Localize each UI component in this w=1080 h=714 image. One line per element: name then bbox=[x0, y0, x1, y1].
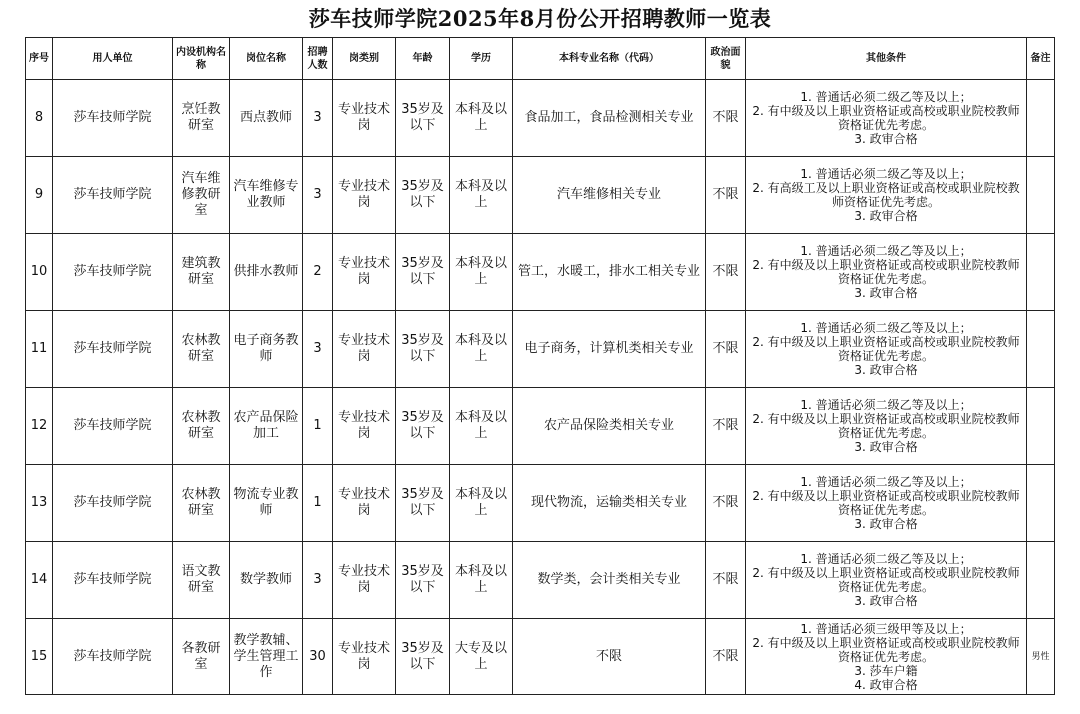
cell-post: 物流专业教师 bbox=[230, 465, 303, 542]
cell-no: 9 bbox=[26, 157, 53, 234]
cell-note bbox=[1027, 465, 1055, 542]
cell-note bbox=[1027, 388, 1055, 465]
cell-conditions bbox=[746, 542, 1027, 619]
cell-count: 3 bbox=[303, 542, 333, 619]
cell-no: 11 bbox=[26, 311, 53, 388]
cell-age: 35岁及以下 bbox=[396, 542, 450, 619]
cell-edu: 本科及以上 bbox=[450, 388, 513, 465]
cell-post: 汽车维修专业教师 bbox=[230, 157, 303, 234]
cell-type: 专业技术岗 bbox=[333, 157, 396, 234]
cell-count: 3 bbox=[303, 80, 333, 157]
condition-line: 1. 普通话必须三级甲等及以上； bbox=[800, 621, 972, 636]
condition-line: 1. 普通话必须二级乙等及以上； bbox=[800, 398, 972, 412]
cell-unit: 莎车技师学院 bbox=[53, 465, 173, 542]
cell-politics: 不限 bbox=[706, 542, 746, 619]
table-row bbox=[26, 157, 1055, 234]
cell-no: 15 bbox=[26, 619, 53, 695]
table-row bbox=[26, 234, 1055, 311]
cell-unit: 莎车技师学院 bbox=[53, 542, 173, 619]
cell-note bbox=[1027, 311, 1055, 388]
cell-edu: 本科及以上 bbox=[450, 157, 513, 234]
header-unit: 用人单位 bbox=[53, 38, 173, 80]
cell-major: 农产品保险类相关专业 bbox=[513, 388, 706, 465]
cell-unit: 莎车技师学院 bbox=[53, 234, 173, 311]
condition-line: 2. 有中级及以上职业资格证或高校或职业院校教师资格证优先考虑。 bbox=[752, 258, 1020, 286]
cell-type: 专业技术岗 bbox=[333, 465, 396, 542]
table-row bbox=[26, 619, 1055, 695]
cell-type: 专业技术岗 bbox=[333, 80, 396, 157]
header-age: 年龄 bbox=[396, 38, 450, 80]
cell-edu: 本科及以上 bbox=[450, 234, 513, 311]
header-row bbox=[26, 38, 1055, 80]
condition-line: 3. 政审合格 bbox=[854, 363, 918, 377]
cell-note bbox=[1027, 80, 1055, 157]
cell-note: 男性 bbox=[1027, 619, 1055, 695]
cell-dept: 建筑教研室 bbox=[173, 234, 230, 311]
cell-post: 西点教师 bbox=[230, 80, 303, 157]
cell-post: 教学教辅、学生管理工作 bbox=[230, 619, 303, 695]
header-count: 招聘人数 bbox=[303, 38, 333, 80]
cell-count: 3 bbox=[303, 157, 333, 234]
cell-conditions bbox=[746, 80, 1027, 157]
cell-age: 35岁及以下 bbox=[396, 234, 450, 311]
condition-line: 2. 有中级及以上职业资格证或高校或职业院校教师资格证优先考虑。 bbox=[752, 412, 1020, 440]
cell-count: 2 bbox=[303, 234, 333, 311]
recruitment-table bbox=[25, 37, 1055, 695]
condition-line: 3. 政审合格 bbox=[854, 286, 918, 300]
condition-line: 2. 有中级及以上职业资格证或高校或职业院校教师资格证优先考虑。 bbox=[752, 635, 1020, 664]
cell-dept: 烹饪教研室 bbox=[173, 80, 230, 157]
cell-major: 食品加工，食品检测相关专业 bbox=[513, 80, 706, 157]
cell-age: 35岁及以下 bbox=[396, 619, 450, 695]
cell-no: 12 bbox=[26, 388, 53, 465]
cell-politics: 不限 bbox=[706, 465, 746, 542]
cell-edu: 本科及以上 bbox=[450, 465, 513, 542]
header-note: 备注 bbox=[1027, 38, 1055, 80]
condition-line: 1. 普通话必须二级乙等及以上； bbox=[800, 552, 972, 566]
header-post: 岗位名称 bbox=[230, 38, 303, 80]
cell-major: 电子商务，计算机类相关专业 bbox=[513, 311, 706, 388]
table-row bbox=[26, 465, 1055, 542]
cell-type: 专业技术岗 bbox=[333, 311, 396, 388]
condition-line: 2. 有中级及以上职业资格证或高校或职业院校教师资格证优先考虑。 bbox=[752, 104, 1020, 132]
cell-politics: 不限 bbox=[706, 388, 746, 465]
cell-age: 35岁及以下 bbox=[396, 157, 450, 234]
page-title: 莎车技师学院2025年8月份公开招聘教师一览表 bbox=[308, 6, 772, 31]
cell-age: 35岁及以下 bbox=[396, 311, 450, 388]
cell-edu: 本科及以上 bbox=[450, 311, 513, 388]
cell-major: 现代物流，运输类相关专业 bbox=[513, 465, 706, 542]
cell-unit: 莎车技师学院 bbox=[53, 80, 173, 157]
cell-edu: 本科及以上 bbox=[450, 80, 513, 157]
table-body bbox=[26, 80, 1055, 695]
cell-edu: 大专及以上 bbox=[450, 619, 513, 695]
header-major: 本科专业名称（代码） bbox=[513, 38, 706, 80]
condition-line: 2. 有中级及以上职业资格证或高校或职业院校教师资格证优先考虑。 bbox=[752, 489, 1020, 517]
cell-unit: 莎车技师学院 bbox=[53, 311, 173, 388]
cell-politics: 不限 bbox=[706, 80, 746, 157]
cell-type: 专业技术岗 bbox=[333, 619, 396, 695]
cell-dept: 汽车维修教研室 bbox=[173, 157, 230, 234]
cell-post: 电子商务教师 bbox=[230, 311, 303, 388]
header-conditions: 其他条件 bbox=[746, 38, 1027, 80]
cell-major: 管工，水暖工，排水工相关专业 bbox=[513, 234, 706, 311]
cell-dept: 农林教研室 bbox=[173, 388, 230, 465]
condition-line: 1. 普通话必须二级乙等及以上； bbox=[800, 167, 972, 181]
cell-count: 1 bbox=[303, 465, 333, 542]
cell-no: 13 bbox=[26, 465, 53, 542]
cell-dept: 各教研室 bbox=[173, 619, 230, 695]
cell-age: 35岁及以下 bbox=[396, 465, 450, 542]
cell-dept: 农林教研室 bbox=[173, 311, 230, 388]
cell-dept: 农林教研室 bbox=[173, 465, 230, 542]
cell-count: 1 bbox=[303, 388, 333, 465]
condition-line: 3. 政审合格 bbox=[854, 594, 918, 608]
condition-line: 1. 普通话必须二级乙等及以上； bbox=[800, 90, 972, 104]
cell-type: 专业技术岗 bbox=[333, 542, 396, 619]
cell-conditions bbox=[746, 388, 1027, 465]
header-type: 岗类别 bbox=[333, 38, 396, 80]
condition-line: 3. 政审合格 bbox=[854, 132, 918, 146]
cell-politics: 不限 bbox=[706, 311, 746, 388]
cell-major: 汽车维修相关专业 bbox=[513, 157, 706, 234]
cell-unit: 莎车技师学院 bbox=[53, 619, 173, 695]
table-header bbox=[26, 38, 1055, 80]
cell-conditions bbox=[746, 465, 1027, 542]
cell-unit: 莎车技师学院 bbox=[53, 157, 173, 234]
cell-note bbox=[1027, 234, 1055, 311]
cell-major: 不限 bbox=[513, 619, 706, 695]
cell-note bbox=[1027, 542, 1055, 619]
table-row bbox=[26, 542, 1055, 619]
cell-conditions bbox=[746, 234, 1027, 311]
condition-line: 2. 有高级工及以上职业资格证或高校或职业院校教师资格证优先考虑。 bbox=[752, 181, 1020, 209]
cell-conditions bbox=[746, 311, 1027, 388]
condition-line: 3. 政审合格 bbox=[854, 517, 918, 531]
cell-age: 35岁及以下 bbox=[396, 80, 450, 157]
header-politics: 政治面貌 bbox=[706, 38, 746, 80]
header-edu: 学历 bbox=[450, 38, 513, 80]
cell-politics: 不限 bbox=[706, 619, 746, 695]
cell-post: 数学教师 bbox=[230, 542, 303, 619]
cell-type: 专业技术岗 bbox=[333, 388, 396, 465]
header-no: 序号 bbox=[26, 38, 53, 80]
cell-post: 农产品保险加工 bbox=[230, 388, 303, 465]
condition-line: 2. 有中级及以上职业资格证或高校或职业院校教师资格证优先考虑。 bbox=[752, 566, 1020, 594]
cell-note bbox=[1027, 157, 1055, 234]
condition-line: 1. 普通话必须二级乙等及以上； bbox=[800, 475, 972, 489]
cell-count: 3 bbox=[303, 311, 333, 388]
table-row bbox=[26, 388, 1055, 465]
cell-unit: 莎车技师学院 bbox=[53, 388, 173, 465]
table-row bbox=[26, 80, 1055, 157]
cell-conditions bbox=[746, 157, 1027, 234]
cell-no: 8 bbox=[26, 80, 53, 157]
condition-line: 4. 政审合格 bbox=[854, 677, 918, 692]
header-dept: 内设机构名称 bbox=[173, 38, 230, 80]
table-row bbox=[26, 311, 1055, 388]
cell-dept: 语文教研室 bbox=[173, 542, 230, 619]
condition-line: 3. 政审合格 bbox=[854, 440, 918, 454]
condition-line: 3. 莎车户籍 bbox=[854, 663, 918, 678]
cell-age: 35岁及以下 bbox=[396, 388, 450, 465]
cell-type: 专业技术岗 bbox=[333, 234, 396, 311]
condition-line: 3. 政审合格 bbox=[854, 209, 918, 223]
condition-line: 1. 普通话必须二级乙等及以上； bbox=[800, 321, 972, 335]
cell-no: 14 bbox=[26, 542, 53, 619]
condition-line: 1. 普通话必须二级乙等及以上； bbox=[800, 244, 972, 258]
cell-politics: 不限 bbox=[706, 234, 746, 311]
cell-count: 30 bbox=[303, 619, 333, 695]
cell-no: 10 bbox=[26, 234, 53, 311]
cell-edu: 本科及以上 bbox=[450, 542, 513, 619]
cell-politics: 不限 bbox=[706, 157, 746, 234]
condition-line: 2. 有中级及以上职业资格证或高校或职业院校教师资格证优先考虑。 bbox=[752, 335, 1020, 363]
cell-post: 供排水教师 bbox=[230, 234, 303, 311]
cell-conditions bbox=[746, 619, 1027, 695]
cell-major: 数学类，会计类相关专业 bbox=[513, 542, 706, 619]
